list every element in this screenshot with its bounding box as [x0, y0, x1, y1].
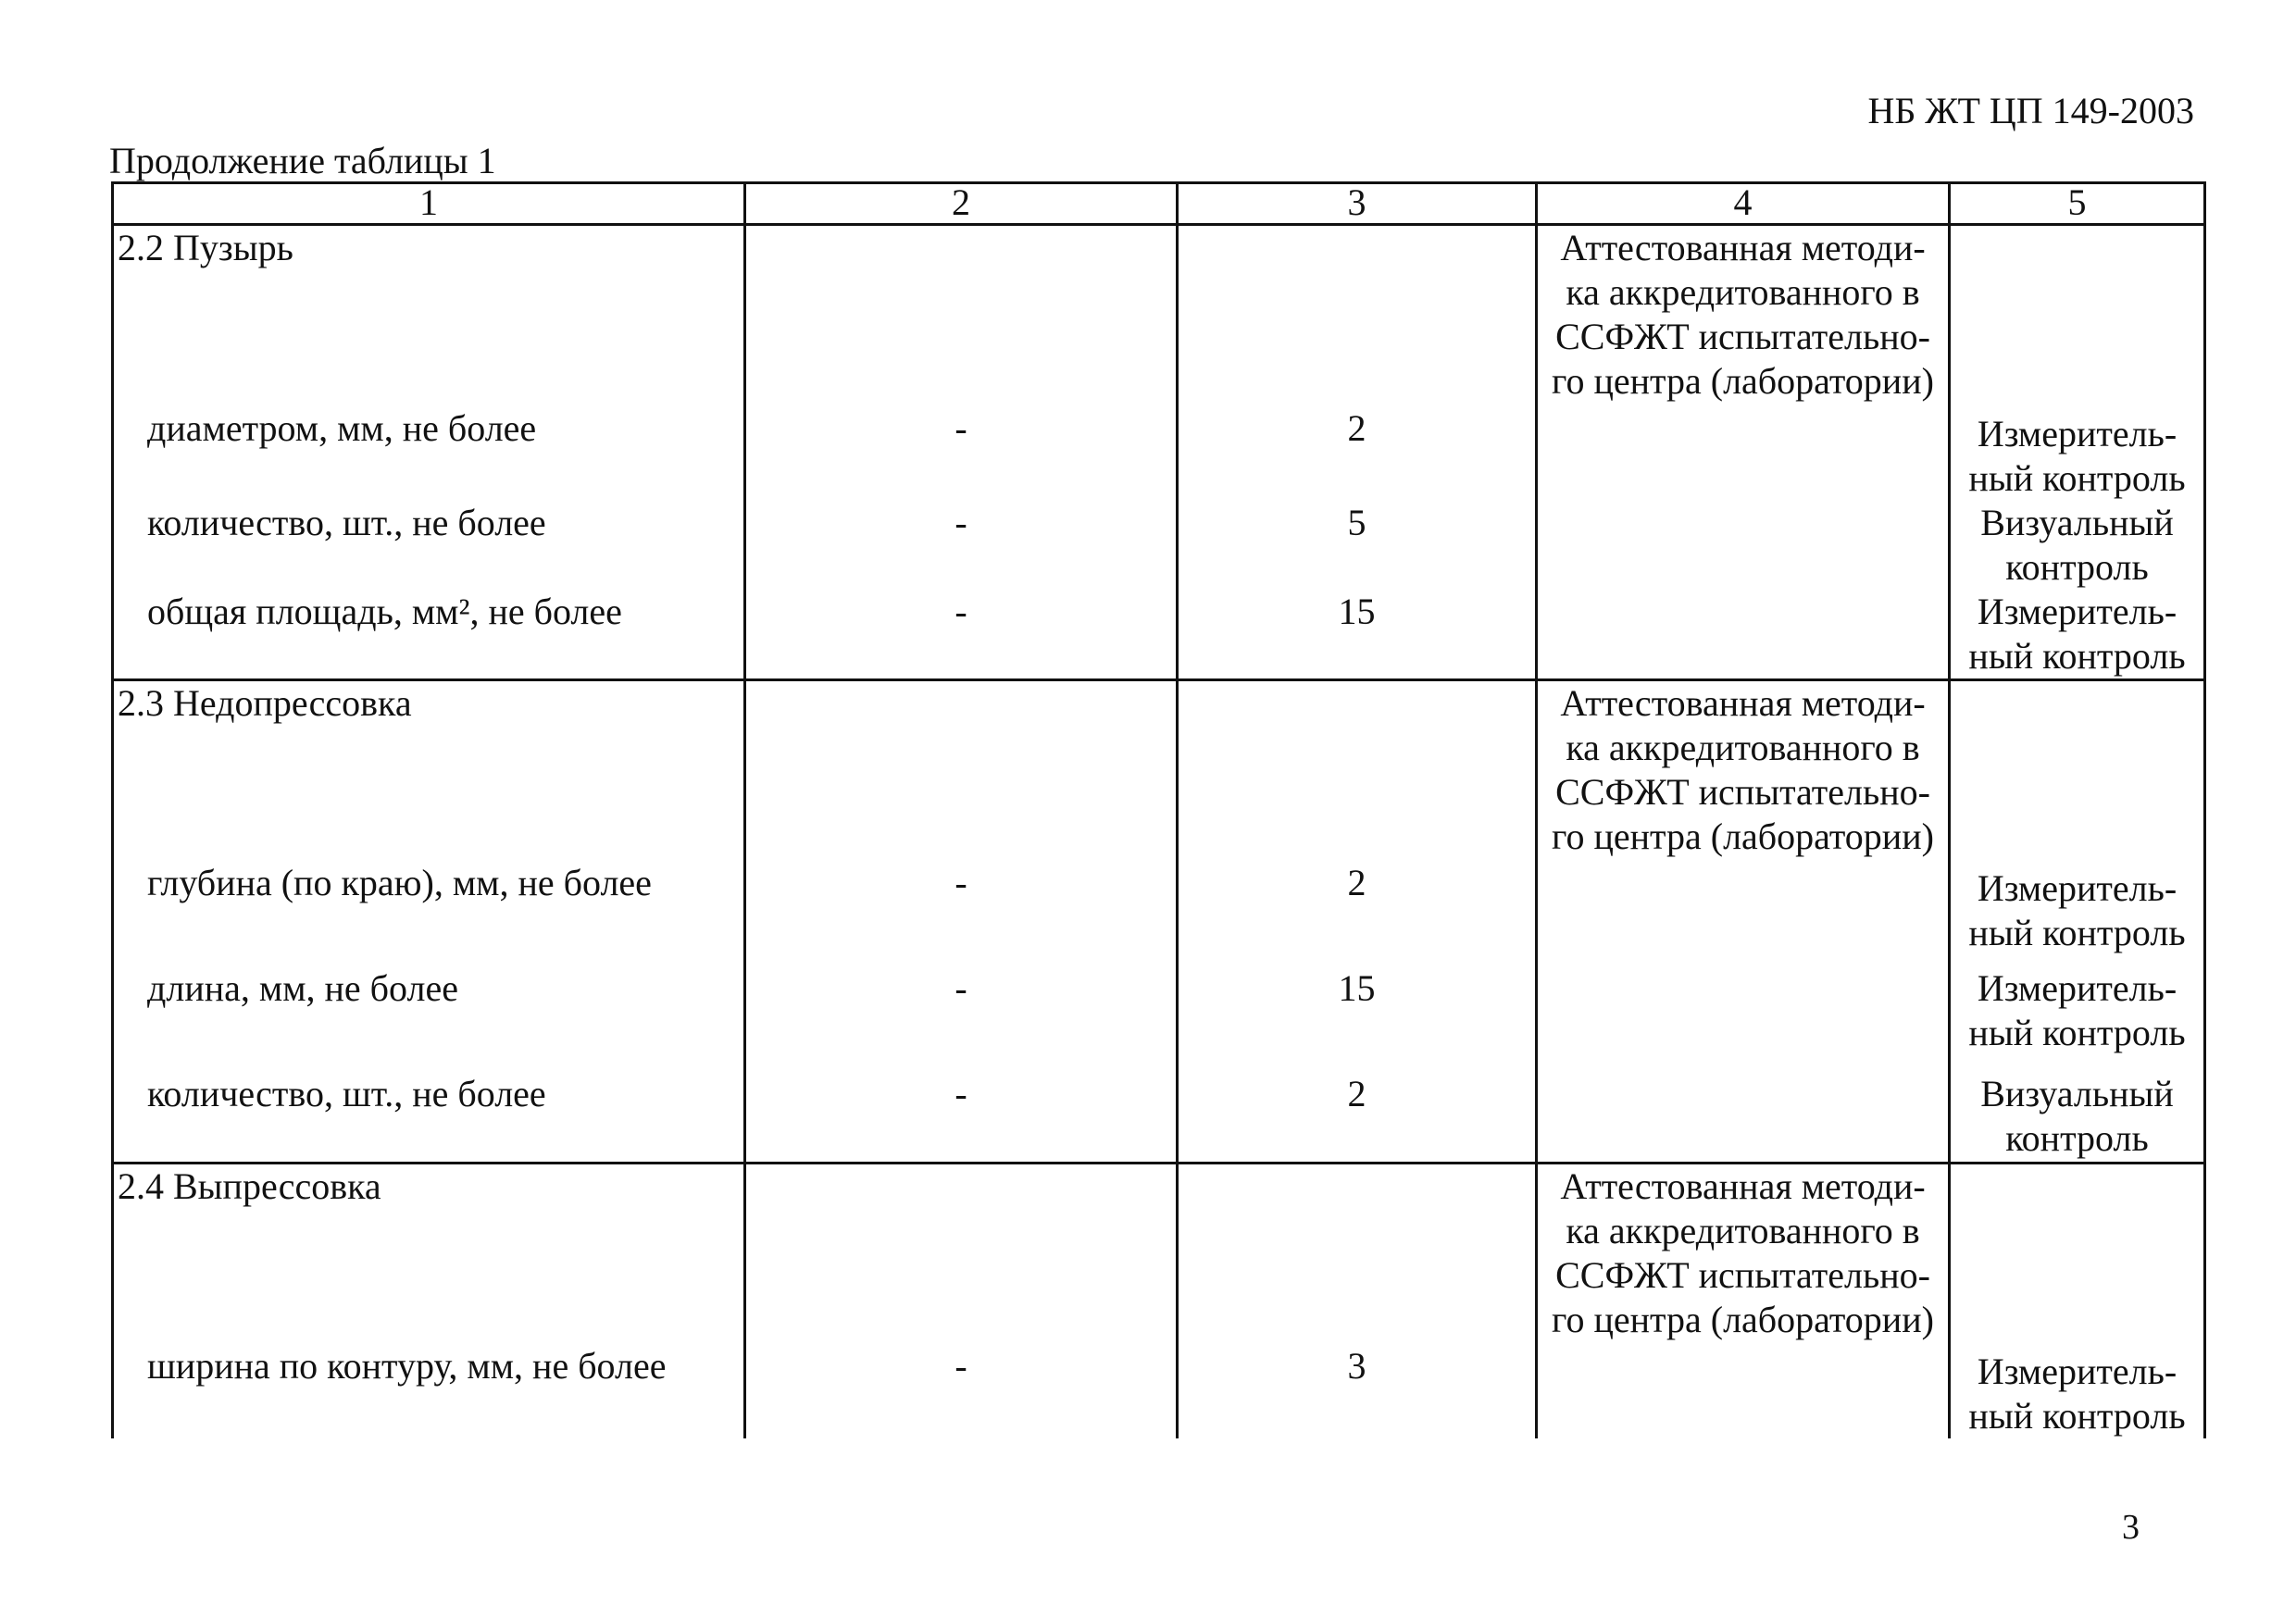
method-line: ССФЖТ испытательно-	[1555, 770, 1930, 813]
row-col3: 3	[1178, 1344, 1537, 1438]
row-name: общая площадь, мм², не более	[113, 590, 745, 680]
section-title-row	[113, 1163, 2205, 1344]
control-line: Измеритель-	[1977, 967, 2177, 1009]
control-line: Измеритель-	[1977, 867, 2177, 909]
specification-table	[111, 181, 2206, 1438]
row-col3: 15	[1178, 966, 1537, 1072]
method-cell	[1537, 679, 1950, 1163]
control-cell	[1950, 406, 2205, 501]
control-line: ный контроль	[1968, 1012, 2186, 1053]
method-line: Аттестованная методи-	[1560, 1164, 1926, 1207]
control-line: ный контроль	[1968, 912, 2186, 953]
section-title-row	[113, 679, 2205, 861]
control-cell	[1950, 1344, 2205, 1438]
section-title: 2.4 Выпрессовка	[113, 1163, 745, 1344]
row-col2: -	[745, 501, 1178, 590]
control-line: Измеритель-	[1977, 412, 2177, 454]
document-code: НБ ЖТ ЦП 149-2003	[1867, 90, 2194, 131]
row-name: диаметром, мм, не более	[113, 406, 745, 501]
section-title: 2.3 Недопрессовка	[113, 679, 745, 861]
page-number: 3	[2122, 1508, 2140, 1547]
method-cell	[1537, 1163, 1950, 1438]
header-cell: 2	[745, 183, 1178, 225]
row-col2: -	[745, 406, 1178, 501]
row-col3: 5	[1178, 501, 1537, 590]
control-cell	[1950, 861, 2205, 966]
method-line: ка аккредитованного в	[1566, 271, 1920, 313]
method-line: ка аккредитованного в	[1566, 726, 1920, 768]
section-title: 2.2 Пузырь	[113, 225, 745, 406]
row-name: количество, шт., не более	[113, 501, 745, 590]
method-line: ССФЖТ испытательно-	[1555, 1253, 1930, 1296]
header-cell: 4	[1537, 183, 1950, 225]
control-cell	[1950, 590, 2205, 680]
method-line: Аттестованная методи-	[1560, 227, 1926, 268]
row-name: количество, шт., не более	[113, 1072, 745, 1163]
method-line: го центра (лаборатории)	[1552, 1298, 1934, 1340]
row-col2: -	[745, 1344, 1178, 1438]
row-col3: 2	[1178, 1072, 1537, 1163]
row-col3: 15	[1178, 590, 1537, 680]
control-line: Измеритель-	[1977, 590, 2177, 632]
control-line: Измеритель-	[1977, 1350, 2177, 1392]
row-name: длина, мм, не более	[113, 966, 745, 1072]
row-col2: -	[745, 861, 1178, 966]
control-cell	[1950, 1072, 2205, 1163]
row-col2: -	[745, 590, 1178, 680]
row-col2: -	[745, 966, 1178, 1072]
header-cell: 3	[1178, 183, 1537, 225]
row-col2: -	[745, 1072, 1178, 1163]
control-line: ный контроль	[1968, 634, 2186, 677]
method-line: ка аккредитованного в	[1566, 1209, 1920, 1251]
method-line: ССФЖТ испытательно-	[1555, 316, 1930, 357]
method-cell	[1537, 225, 1950, 680]
method-line: Аттестованная методи-	[1560, 681, 1926, 724]
control-line: Визуальный	[1980, 1073, 2174, 1114]
method-line: го центра (лаборатории)	[1552, 360, 1934, 402]
header-cell: 5	[1950, 183, 2205, 225]
row-col3: 2	[1178, 406, 1537, 501]
row-col3: 2	[1178, 861, 1537, 966]
control-line: ный контроль	[1968, 456, 2186, 499]
header-row	[113, 183, 2205, 225]
row-name: глубина (по краю), мм, не более	[113, 861, 745, 966]
control-cell	[1950, 966, 2205, 1072]
table-caption: Продолжение таблицы 1	[109, 140, 496, 181]
control-line: Визуальный	[1980, 501, 2174, 543]
method-line: го центра (лаборатории)	[1552, 815, 1934, 857]
control-line: контроль	[2005, 545, 2149, 588]
header-cell: 1	[113, 183, 745, 225]
section-title-row	[113, 225, 2205, 406]
control-cell	[1950, 501, 2205, 590]
control-line: контроль	[2005, 1117, 2149, 1159]
row-name: ширина по контуру, мм, не более	[113, 1344, 745, 1438]
control-line: ный контроль	[1968, 1395, 2186, 1437]
